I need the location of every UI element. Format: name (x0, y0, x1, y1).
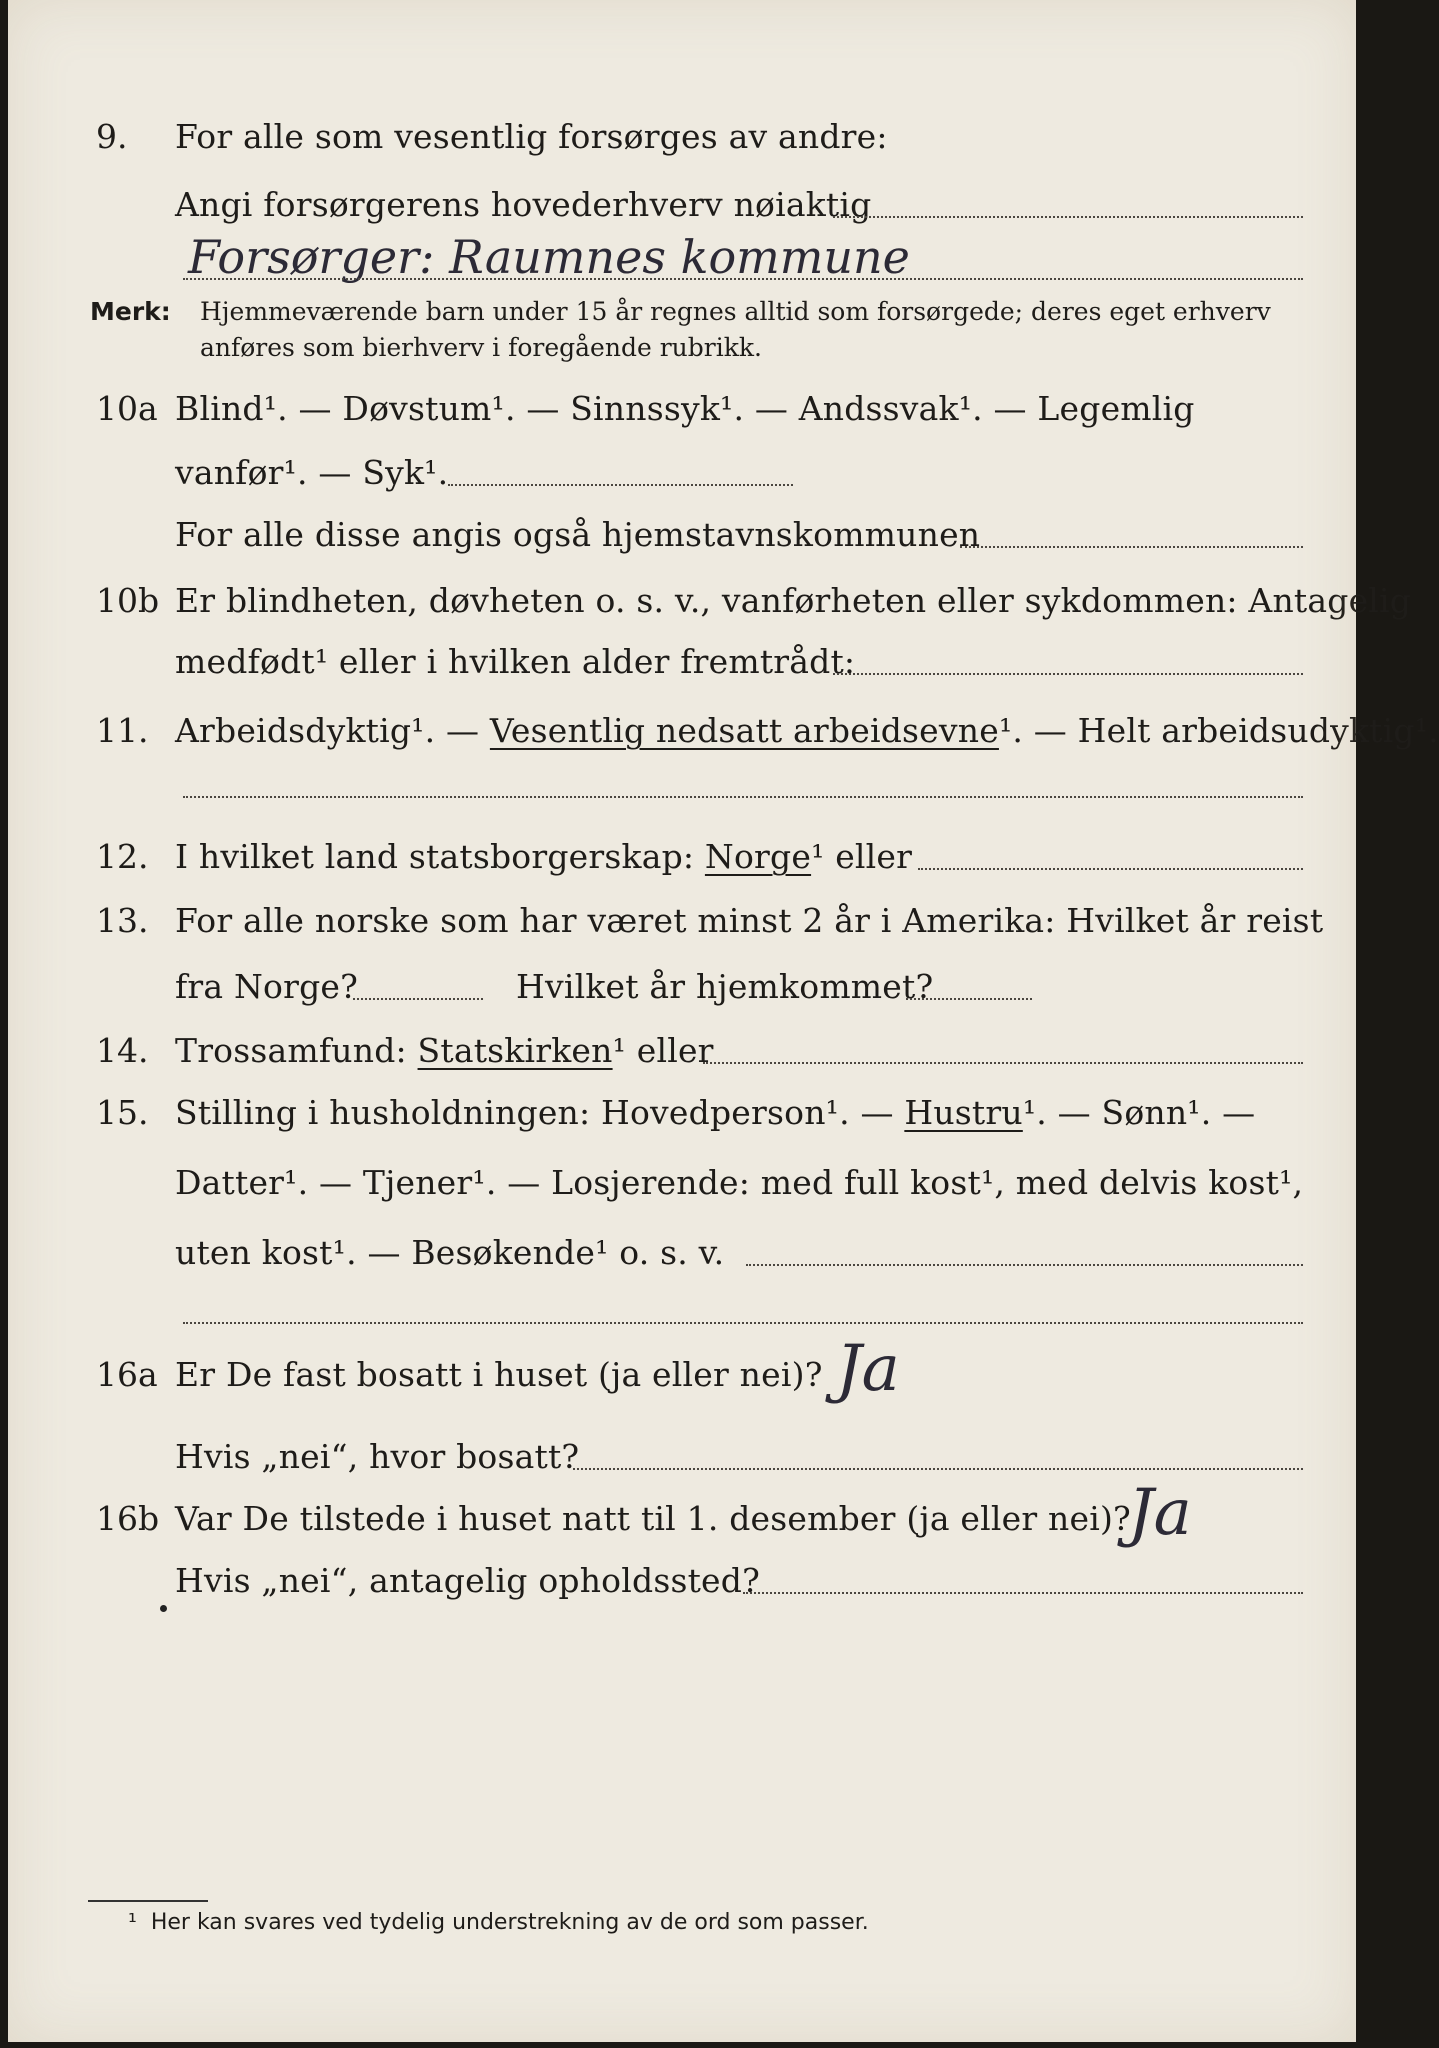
q15-line-1 (175, 1093, 1255, 1132)
q13-row (8, 896, 1356, 946)
q16a-followup: Hvis „nei“, hvor bosatt? (175, 1437, 580, 1476)
merk-text-line-2: anføres som bierhverv i foregående rubrikk. (200, 333, 762, 362)
q16b-followup: Hvis „nei“, antagelig opholdssted? (175, 1561, 760, 1600)
q9-answer-dotted-line (183, 278, 1303, 280)
ink-dot (160, 1605, 167, 1612)
q15-prefix: Stilling i husholdningen: Hovedperson¹. — (175, 1093, 905, 1132)
q10a-row-3 (8, 510, 1356, 560)
q15-line-2: Datter¹. — Tjener¹. — Losjerende: med full kost¹, med delvis kost¹, (175, 1163, 1304, 1202)
q10b-row (8, 576, 1412, 626)
merk-text-line-1: Hjemmeværende barn under 15 år regnes alltid som forsørgede; deres eget erhverv (200, 297, 1271, 326)
q14-number: 14. (96, 1031, 149, 1070)
q9-row (8, 112, 1356, 162)
q15-row-3 (8, 1228, 1356, 1278)
q16b-row (8, 1476, 1356, 1550)
q16a-row-2 (8, 1432, 1356, 1482)
q16a-row (8, 1332, 1356, 1406)
q12-number: 12. (96, 837, 149, 876)
q14-prefix: Trossamfund: (175, 1031, 418, 1070)
q15-line-3: uten kost¹. — Besøkende¹ o. s. v. (175, 1233, 725, 1272)
q12-text (175, 837, 912, 876)
q10a-number: 10a (96, 389, 158, 428)
q10b-line-1: Er blindheten, døvheten o. s. v., vanførheten eller sykdommen: Antagelig (175, 581, 1412, 620)
q11-row-2 (8, 760, 1356, 810)
q15-row-2 (8, 1158, 1356, 1208)
q14-underlined-choice: Statskirken (417, 1031, 613, 1070)
q16b-handwritten-answer: Ja (1128, 1476, 1192, 1550)
q15-extra-dotted-line (183, 1322, 1303, 1324)
q16a-handwritten-answer: Ja (836, 1332, 900, 1406)
q11-row (8, 706, 1439, 756)
q15-dotted-line (746, 1264, 1303, 1266)
q12-underlined-choice: Norge (704, 837, 812, 876)
footnote-text: Her kan svares ved tydelig understrekning av de ord som passer. (150, 1910, 869, 1935)
q15-underlined-choice: Hustru (904, 1093, 1023, 1132)
q16a-dotted-line (573, 1468, 1303, 1470)
footnote-mark: ¹ (128, 1910, 137, 1935)
q10a-home-dotted-line (960, 546, 1303, 548)
q13-line-2a: fra Norge? (175, 967, 359, 1006)
q13-line-2b: Hvilket år hjemkommet? (516, 967, 934, 1006)
footnote (128, 1910, 869, 1935)
q12-prefix: I hvilket land statsborgerskap: (175, 837, 705, 876)
q16b-question: Var De tilstede i huset natt til 1. desember (ja eller nei)? (175, 1499, 1131, 1538)
footnote-rule (88, 1900, 208, 1902)
q9-answer-row (8, 230, 1356, 286)
q16b-dotted-line (743, 1592, 1303, 1594)
q12-suffix: ¹ eller (811, 837, 913, 876)
q13-right-dotted-line (906, 998, 1032, 1000)
census-form-page (8, 0, 1439, 2042)
q10a-line-3: For alle disse angis også hjemstavnskommunen (175, 515, 981, 554)
q12-dotted-line (918, 868, 1303, 870)
q10a-line-2: vanfør¹. — Syk¹. (175, 453, 449, 492)
q15-row (8, 1088, 1356, 1138)
q14-text (175, 1031, 714, 1070)
q10a-line-1: Blind¹. — Døvstum¹. — Sinnssyk¹. — Andssvak¹. — Legemlig (175, 389, 1195, 428)
q10a-dotted-line (448, 484, 793, 486)
q9-question: For alle som vesentlig forsørges av andre: (175, 117, 888, 156)
q15-row-4 (8, 1286, 1356, 1336)
q15-number: 15. (96, 1093, 149, 1132)
q9-prompt: Angi forsørgerens hovederhverv nøiaktig (175, 185, 872, 224)
q11-prefix: Arbeidsdyktig¹. — (175, 711, 490, 750)
q13-row-2 (8, 962, 1356, 1012)
q9-dotted-line (833, 216, 1303, 218)
q11-underlined-choice: Vesentlig nedsatt arbeidsevne (489, 711, 999, 750)
q11-suffix: ¹. — Helt arbeidsudyktig¹. (998, 711, 1439, 750)
q12-row (8, 832, 1356, 882)
q14-suffix: ¹ eller (612, 1031, 714, 1070)
q10a-row (8, 384, 1356, 434)
q11-number: 11. (96, 711, 149, 750)
q10b-line-2: medfødt¹ eller i hvilken alder fremtrådt: (175, 642, 856, 681)
q9-number: 9. (96, 117, 128, 156)
q13-number: 13. (96, 901, 149, 940)
q9-handwritten-answer: Forsørger: Raumnes kommune (188, 230, 910, 284)
q10b-dotted-line (833, 673, 1303, 675)
q16a-question: Er De fast bosatt i huset (ja eller nei)? (175, 1355, 823, 1394)
q16b-number: 16b (96, 1499, 160, 1538)
q13-left-dotted-line (353, 998, 483, 1000)
q14-row (8, 1026, 1356, 1076)
q11-dotted-line (183, 796, 1303, 798)
q15-suffix: ¹. — Sønn¹. — (1022, 1093, 1256, 1132)
q14-dotted-line (703, 1062, 1303, 1064)
q10b-number: 10b (96, 581, 160, 620)
q13-line-1: For alle norske som har været minst 2 år i Amerika: Hvilket år reist (175, 901, 1324, 940)
q16b-row-2 (8, 1556, 1356, 1606)
q9-row-2 (8, 180, 1356, 230)
q10b-row-2 (8, 637, 1356, 687)
q16a-number: 16a (96, 1355, 158, 1394)
q11-text (175, 711, 1439, 750)
q10a-row-2 (8, 448, 1356, 498)
merk-label: Merk: (90, 297, 171, 326)
